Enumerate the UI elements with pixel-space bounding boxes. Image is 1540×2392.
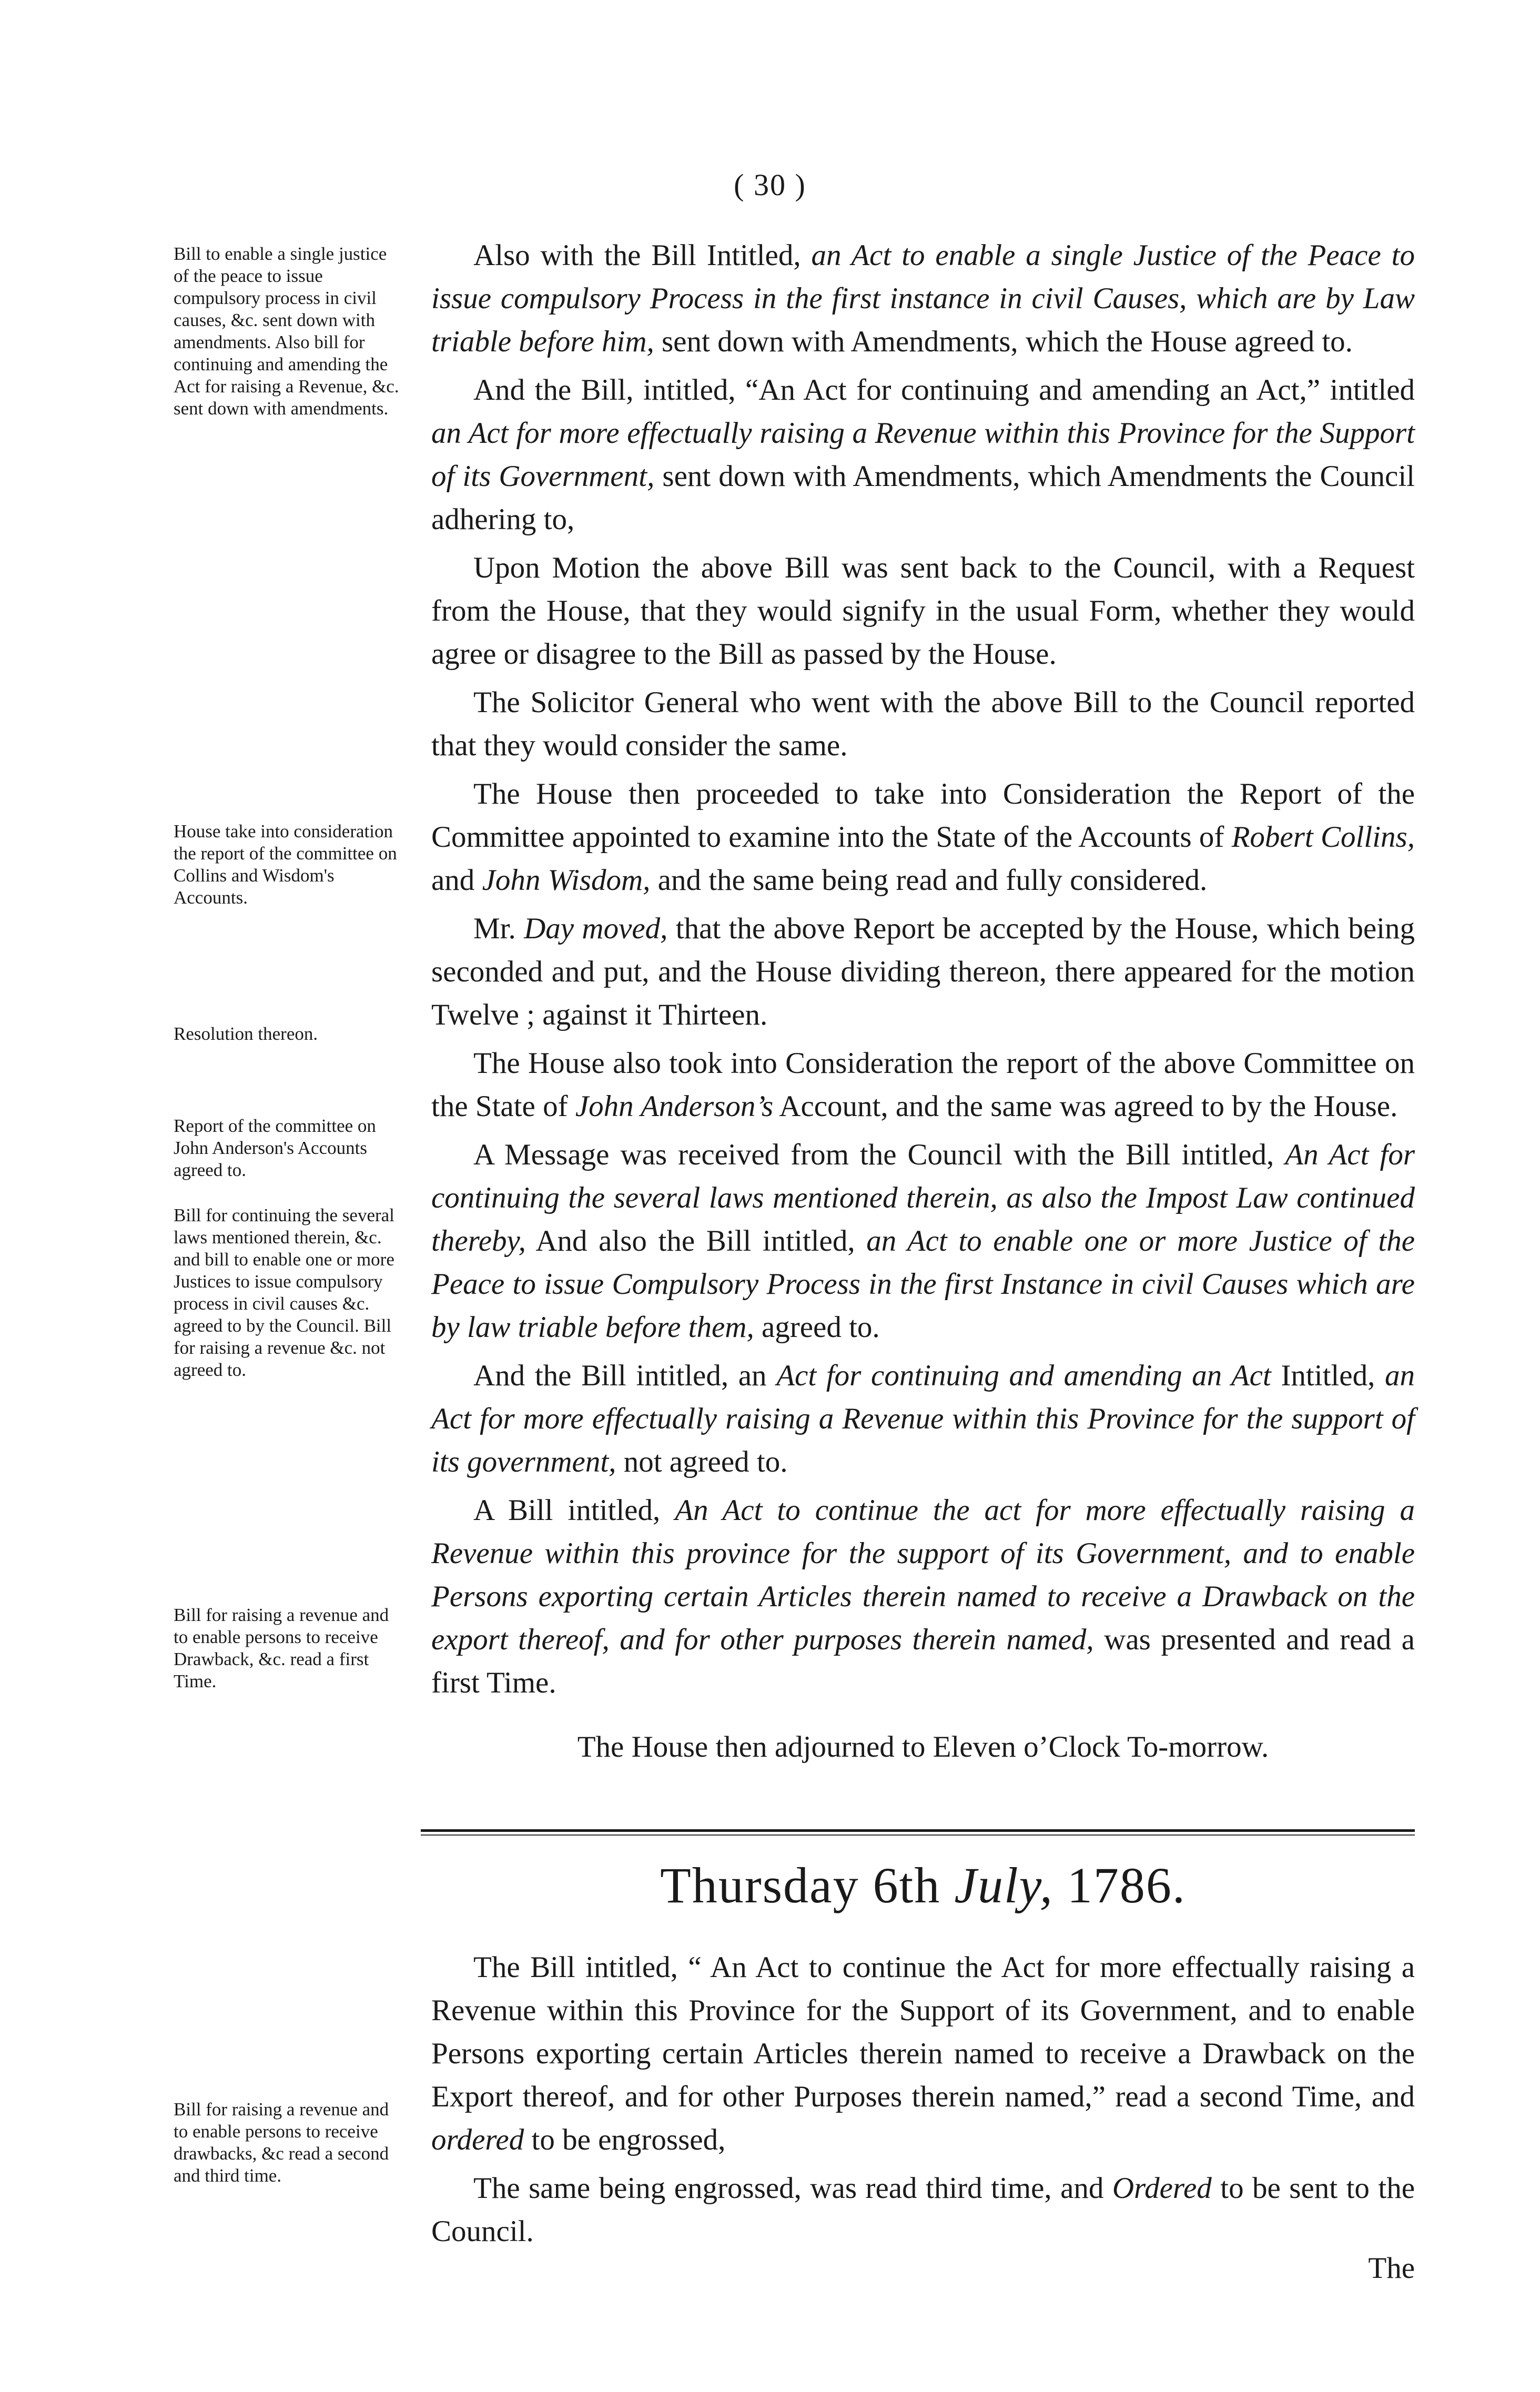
catchword: The xyxy=(1368,2252,1415,2285)
main-text-column-continued xyxy=(431,1946,1415,2258)
margin-note-resolution: Resolution thereon. xyxy=(174,1023,318,1044)
paragraph: And the Bill intitled, an Act for continuing and amending an Act Intitled, an Act for more effectually raising a Revenue within this Province for the support of its government, not agreed to. xyxy=(431,1359,1415,1478)
paragraph: And the Bill, intitled, “An Act for continuing and amending an Act,” intitled an Act for more effectually raising a Revenue within this Province for the Support of its Government, sent down with Amendments, which Amendments the Council adhering to, xyxy=(431,373,1415,536)
paragraph: Also with the Bill Intitled, an Act to enable a single Justice of the Peace to issue compulsory Process in the first instance in civil Causes, which are by Law triable before him, sent down with Amendments, which the House agreed to. xyxy=(431,239,1415,358)
margin-note-anderson-report: Report of the committee on John Anderson's Accounts agreed to. xyxy=(174,1116,376,1180)
margin-note-second-third-reading: Bill for raising a revenue and to enable persons to receive drawbacks, &c read a second and third time. xyxy=(174,2099,389,2186)
margin-note-accounts-consideration: House take into consideration the report of the committee on Collins and Wisdom's Accounts. xyxy=(174,821,397,908)
adjournment-line: The House then adjourned to Eleven o’Clock To-morrow. xyxy=(577,1730,1269,1763)
date-heading: Thursday 6th July, 1786. xyxy=(660,1857,1186,1913)
paragraph: Upon Motion the above Bill was sent back to the Council, with a Request from the House, that they would signify in the usual Form, whether they would agree or disagree to the Bill as passed by the House. xyxy=(431,551,1415,671)
paragraph: The House then proceeded to take into Consideration the Report of the Committee appointed to examine into the State of the Accounts of Robert Collins, and John Wisdom, and the same being read and fully considered. xyxy=(431,777,1415,897)
section-divider-thin xyxy=(421,1834,1415,1836)
paragraph: Mr. Day moved, that the above Report be accepted by the House, which being seconded and put, and the House dividing thereon, there appeared for the motion Twelve ; against it Thirteen. xyxy=(431,912,1415,1031)
margin-note-first-reading: Bill for raising a revenue and to enable persons to receive Drawback, &c. read a first Time. xyxy=(174,1605,389,1691)
margin-note-bills-agreed: Bill for continuing the several laws mentioned therein, &c. and bill to enable one or more Justices to issue compulsory process in civil causes &c. agreed to by the Council. Bill for raising a revenue &c. not agreed to. xyxy=(174,1205,394,1380)
paragraph: The Solicitor General who went with the above Bill to the Council reported that they would consider the same. xyxy=(431,686,1415,762)
section-divider xyxy=(421,1829,1415,1832)
main-text-column xyxy=(431,234,1415,1769)
paragraph: A Bill intitled, An Act to continue the act for more effectually raising a Revenue within this province for the support of its Government, and to enable Persons exporting certain Articles therein named to receive a Drawback on the export thereof, and for other purposes therein named, was presented and read a first Time. xyxy=(431,1494,1415,1699)
paragraph: A Message was received from the Council with the Bill intitled, An Act for continuing the several laws mentioned therein, as also the Impost Law continued thereby, And also the Bill intitled, an Act to enable one or more Justice of the Peace to issue Compulsory Process in the first Instance in civil Causes which are by law triable before them, agreed to. xyxy=(431,1138,1415,1344)
margin-note-amendments: Bill to enable a single justice of the peace to issue compulsory process in civil causes, &c. sent down with amendments. Also bill for continuing and amending the Act for raising a Revenue, &c. sent down with amendments. xyxy=(174,244,399,419)
paragraph: The House also took into Consideration the report of the above Committee on the State of John Anderson’s Account, and the same was agreed to by the House. xyxy=(431,1047,1415,1123)
paragraph: The same being engrossed, was read third time, and Ordered to be sent to the Council. xyxy=(431,2172,1415,2248)
paragraph: The Bill intitled, “ An Act to continue the Act for more effectually raising a Revenue within this Province for the Support of its Government, and to enable Persons exporting certain Articles therein named to receive a Drawback on the Export thereof, and for other Purposes therein named,” read a second Time, and ordered to be engrossed, xyxy=(431,1951,1415,2156)
page-number: ( 30 ) xyxy=(734,168,806,202)
